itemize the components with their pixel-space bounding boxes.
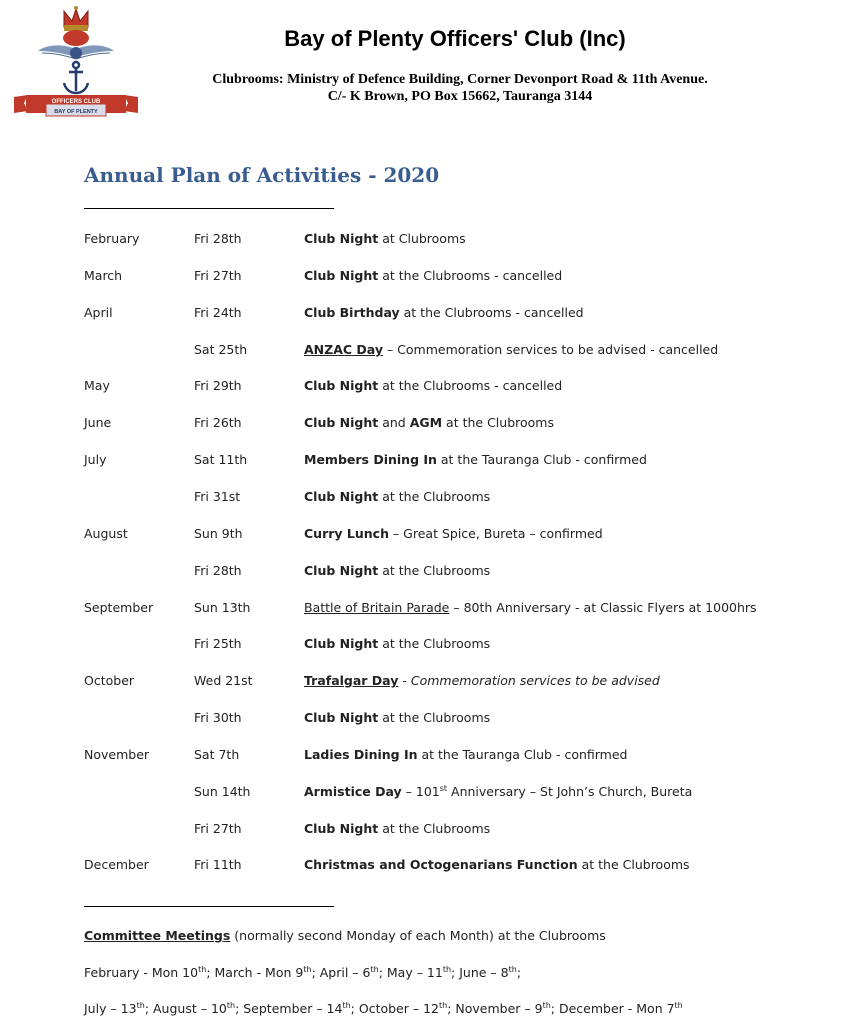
text-run: ; March - Mon 9: [206, 965, 304, 980]
schedule-row: [0, 340, 858, 360]
month-label: September: [84, 600, 154, 615]
text-run: ; August – 10: [144, 1001, 227, 1016]
event-date: Fri 25th: [194, 636, 242, 651]
month-label: July: [84, 452, 107, 467]
event-description: [304, 266, 562, 286]
event-description: [304, 376, 562, 396]
schedule-row: [0, 855, 858, 875]
text-run: th: [508, 964, 517, 974]
text-run: at the Tauranga Club - confirmed: [417, 747, 628, 762]
schedule-row: [0, 561, 858, 581]
month-label: April: [84, 305, 113, 320]
committee-dates-line-1: [84, 963, 521, 983]
text-run: th: [136, 1000, 145, 1010]
event-date: Sat 25th: [194, 342, 248, 357]
schedule-row: [0, 671, 858, 691]
event-date: Sun 14th: [194, 784, 251, 799]
text-run: Committee Meetings: [84, 928, 231, 943]
event-description: [304, 450, 647, 470]
text-run: th: [342, 1000, 351, 1010]
text-run: Club Birthday: [304, 305, 400, 320]
text-run: Curry Lunch: [304, 526, 389, 541]
schedule-row: [0, 708, 858, 728]
schedule-row: [0, 598, 858, 618]
anchor-icon: [64, 62, 88, 93]
schedule-row: [0, 450, 858, 470]
event-date: Fri 11th: [194, 857, 242, 872]
text-run: AGM: [409, 415, 443, 430]
ribbon-bottom-text: BAY OF PLENTY: [54, 109, 98, 115]
committee-meetings-heading: [84, 926, 606, 946]
schedule-row: [0, 229, 858, 249]
text-run: at Clubrooms: [378, 231, 466, 246]
month-label: February: [84, 231, 140, 246]
event-description: [304, 819, 490, 839]
event-date: Fri 30th: [194, 710, 242, 725]
schedule-row: [0, 413, 858, 433]
text-run: th: [542, 1000, 551, 1010]
text-run: ; November – 9: [447, 1001, 543, 1016]
text-run: -: [398, 673, 411, 688]
text-run: – 101: [401, 784, 440, 799]
text-run: at the Clubrooms: [378, 563, 491, 578]
text-run: st: [439, 783, 448, 793]
text-run: at the Clubrooms: [442, 415, 554, 430]
month-label: August: [84, 526, 128, 541]
crown-icon: [64, 6, 88, 31]
schedule-row: [0, 303, 858, 323]
divider-bottom: [84, 906, 334, 907]
event-description: [304, 524, 603, 544]
text-run: at the Tauranga Club - confirmed: [436, 452, 647, 467]
event-description: [304, 855, 690, 875]
text-run: Club Night: [304, 378, 379, 393]
schedule-row: [0, 819, 858, 839]
text-run: Club Night: [304, 821, 379, 836]
text-run: Club Night: [304, 710, 379, 725]
text-run: at the Clubrooms: [577, 857, 690, 872]
lion-icon: [63, 30, 89, 46]
schedule-row: [0, 745, 858, 765]
text-run: Club Night: [304, 268, 379, 283]
text-run: th: [442, 964, 452, 974]
text-run: and: [378, 415, 410, 430]
text-run: at the Clubrooms - cancelled: [378, 268, 563, 283]
event-description: [304, 413, 554, 433]
event-date: Fri 26th: [194, 415, 242, 430]
text-run: Club Night: [304, 415, 379, 430]
month-label: October: [84, 673, 135, 688]
month-label: December: [84, 857, 149, 872]
event-date: Fri 29th: [194, 378, 242, 393]
text-run: at the Clubrooms: [378, 710, 491, 725]
text-run: at the Clubrooms - cancelled: [399, 305, 584, 320]
text-run: ; October – 12: [350, 1001, 439, 1016]
event-date: Wed 21st: [194, 673, 253, 688]
text-run: th: [438, 1000, 448, 1010]
text-run: th: [198, 964, 207, 974]
text-run: at the Clubrooms - cancelled: [378, 378, 563, 393]
text-run: Battle of Britain Parade: [304, 600, 450, 615]
event-date: Fri 31st: [194, 489, 241, 504]
address-line-1: Clubrooms: Ministry of Defence Building, Corner Devonport Road & 11th Avenue.: [212, 72, 708, 87]
address-line-2: C/- K Brown, PO Box 15662, Tauranga 3144: [327, 89, 593, 104]
ribbon-top-text: OFFICERS CLUB: [51, 99, 101, 105]
event-description: [304, 634, 490, 654]
text-run: Ladies Dining In: [304, 747, 418, 762]
ribbon-banner: [14, 95, 138, 116]
text-run: Club Night: [304, 636, 379, 651]
text-run: th: [370, 964, 379, 974]
event-date: Sun 9th: [194, 526, 243, 541]
plan-title: Annual Plan of Activities - 2020: [84, 163, 440, 187]
text-run: July – 13: [84, 1001, 137, 1016]
event-description: [304, 671, 660, 691]
schedule-row: [0, 266, 858, 286]
text-run: Commemoration services to be advised: [410, 673, 660, 688]
text-run: Club Night: [304, 231, 379, 246]
text-run: at the Clubrooms: [378, 636, 491, 651]
text-run: Club Night: [304, 489, 379, 504]
month-label: May: [84, 378, 110, 393]
schedule-row: [0, 376, 858, 396]
event-date: Fri 27th: [194, 268, 242, 283]
schedule-row: [0, 634, 858, 654]
schedule-row: [0, 524, 858, 544]
text-run: Trafalgar Day: [304, 673, 399, 688]
event-date: Fri 24th: [194, 305, 242, 320]
event-date: Fri 28th: [194, 563, 242, 578]
text-run: ANZAC Day: [304, 342, 383, 357]
event-date: Sat 11th: [194, 452, 248, 467]
month-label: November: [84, 747, 150, 762]
event-date: Fri 28th: [194, 231, 242, 246]
text-run: – Commemoration services to be advised - cancelled: [382, 342, 719, 357]
schedule-row: [0, 487, 858, 507]
text-run: ; April – 6: [311, 965, 371, 980]
month-label: June: [84, 415, 112, 430]
text-run: ; December - Mon 7: [550, 1001, 675, 1016]
event-date: Sat 7th: [194, 747, 240, 762]
text-run: Christmas and Octogenarians Function: [304, 857, 578, 872]
event-date: Fri 27th: [194, 821, 242, 836]
text-run: – 80th Anniversary - at Classic Flyers at 1000hrs: [449, 600, 757, 615]
event-description: [304, 561, 490, 581]
text-run: – Great Spice, Bureta – confirmed: [388, 526, 603, 541]
text-run: (normally second Monday of each Month) at the Clubrooms: [230, 928, 606, 943]
event-description: [304, 487, 490, 507]
text-run: th: [226, 1000, 236, 1010]
text-run: ; May – 11: [378, 965, 443, 980]
event-description: [304, 745, 628, 765]
text-run: ;: [516, 965, 522, 980]
text-run: ; September – 14: [235, 1001, 343, 1016]
text-run: February - Mon 10: [84, 965, 199, 980]
month-label: March: [84, 268, 123, 283]
text-run: at the Clubrooms: [378, 821, 491, 836]
text-run: ; June – 8: [451, 965, 509, 980]
text-run: Armistice Day: [304, 784, 402, 799]
schedule-row: [0, 782, 858, 802]
event-date: Sun 13th: [194, 600, 251, 615]
event-description: [304, 708, 490, 728]
event-description: [304, 598, 757, 618]
club-crest-logo: [12, 5, 140, 120]
text-run: th: [303, 964, 312, 974]
event-description: [304, 229, 466, 249]
text-run: Members Dining In: [304, 452, 437, 467]
club-name-heading: Bay of Plenty Officers' Club (Inc): [284, 26, 626, 51]
event-description: [304, 303, 584, 323]
event-description: [304, 340, 718, 360]
divider-top: [84, 208, 334, 209]
text-run: at the Clubrooms: [378, 489, 491, 504]
committee-dates-line-2: [84, 999, 683, 1019]
event-description: [304, 782, 692, 802]
text-run: th: [674, 1000, 683, 1010]
text-run: Club Night: [304, 563, 379, 578]
wings-icon: [38, 45, 114, 59]
text-run: Anniversary – St John’s Church, Bureta: [447, 784, 693, 799]
